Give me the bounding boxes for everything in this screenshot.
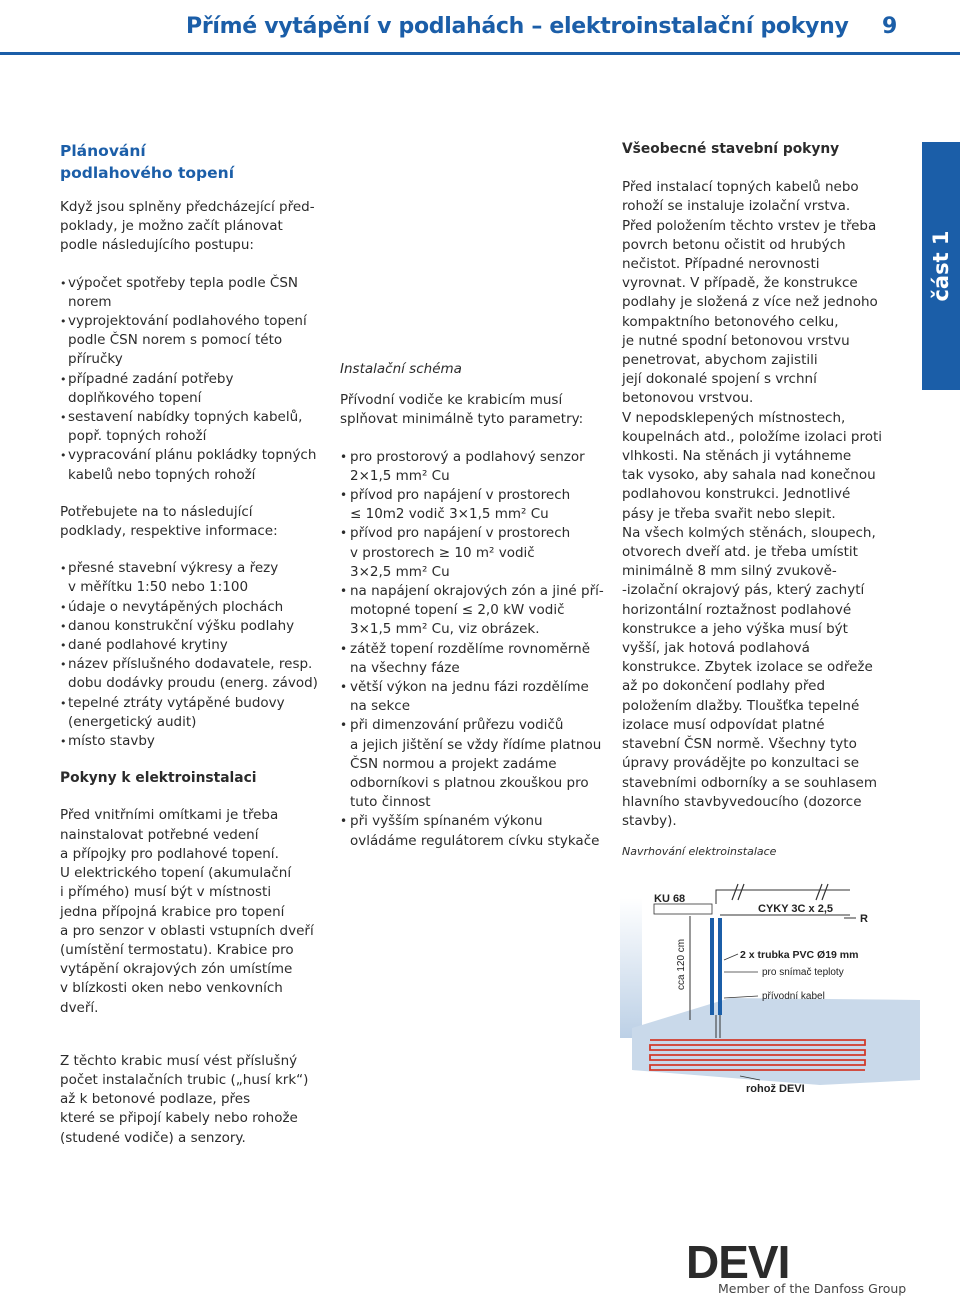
construction-text-line: stavební ČSN normě. Všechny tyto <box>622 736 857 753</box>
figure-caption: Navrhování elektroinstalace <box>622 845 777 859</box>
needs-item-line: dané podlahové krytiny <box>68 637 228 654</box>
planning-step-line: případné zadání potřeby <box>68 370 234 387</box>
wall-left <box>620 898 642 1038</box>
construction-text-line: její dokonalé spojení s vrchní <box>622 371 817 388</box>
planning-intro-line: podle následujícího postupu: <box>60 237 254 254</box>
needs-item <box>60 598 335 617</box>
planning-heading-line1: Plánování <box>60 142 146 160</box>
needs-item <box>60 732 335 751</box>
electro-text-line: jedna přípojná krabice pro topení <box>60 903 285 920</box>
electro-text-line: (umístění termostatu). Krabice pro <box>60 941 294 958</box>
needs-intro-line: podklady, respektive informace: <box>60 523 278 540</box>
sensor-label: pro snímač teploty <box>762 967 844 978</box>
electro-text-line: U elektrického topení (akumulační <box>60 865 292 882</box>
construction-text-line: povrch betonu očistit od hrubých <box>622 236 846 253</box>
planning-step-line: kabelů nebo topných rohoží <box>68 466 256 483</box>
construction-text <box>622 178 914 831</box>
construction-text-line: Na všech kolmých stěnách, sloupech, <box>622 524 876 541</box>
boxes-text-line: až k betonové podlaze, přes <box>60 1091 251 1108</box>
page-title: Přímé vytápění v podlahách – elektroinstalační pokyny <box>186 14 849 39</box>
planning-heading-line2: podlahového topení <box>60 164 235 182</box>
needs-item-line: tepelné ztráty vytápěné budovy <box>68 694 285 711</box>
construction-text-line: izolace musí odpovídat platné <box>622 716 825 733</box>
construction-text-line: až po dokončení podlahy před <box>622 678 826 695</box>
needs-item-line: danou konstrukční výšku podlahy <box>68 617 295 634</box>
mat-label: rohož DEVI <box>746 1083 805 1095</box>
installation-item-line: větší výkon na jednu fázi rozdělíme <box>350 679 589 696</box>
construction-text-line: úpravy provádějte po konzultaci se <box>622 755 860 772</box>
construction-text-line: pásy je třeba svařit nebo slepit. <box>622 505 836 522</box>
construction-text-line: stavby). <box>622 812 677 829</box>
logo-tagline: Member of the Danfoss Group <box>718 1281 907 1296</box>
construction-text-line: otvorech dveří atd. je třeba umístit <box>622 544 858 561</box>
construction-text-line: -izolační okrajový pás, který zachytí <box>622 582 865 599</box>
planning-step-line: podle ČSN norem s pomocí této <box>68 332 283 349</box>
planning-step-line: příručky <box>68 351 123 368</box>
construction-text-line: konstrukce a jeho výška musí být <box>622 620 848 637</box>
junction-box <box>654 904 712 914</box>
installation-intro <box>340 391 610 429</box>
r-label: R <box>860 913 868 925</box>
planning-step <box>60 446 335 484</box>
ku-label: KU 68 <box>654 893 686 905</box>
planning-heading <box>60 140 335 184</box>
installation-intro-line: Přívodní vodiče ke krabicím musí <box>340 392 563 409</box>
construction-text-line: konstrukce. Zbytek izolace se odřeže <box>622 659 873 676</box>
construction-text-line: vyšší, jak hotová podlahová <box>622 640 810 657</box>
planning-step-line: norem <box>68 293 112 310</box>
construction-text-line: podlahovou konstrukci. Jednotlivé <box>622 486 851 503</box>
electro-text-line: i přímého) musí být v místnosti <box>60 884 272 901</box>
needs-item-line: místo stavby <box>68 733 155 750</box>
installation-item-line: 3×2,5 mm² Cu <box>350 563 450 580</box>
needs-item-line: přesné stavební výkresy a řezy <box>68 560 279 577</box>
electro-text-line: Před vnitřními omítkami je třeba <box>60 807 279 824</box>
construction-text-line: nečistot. Případné nerovnosti <box>622 256 820 273</box>
construction-text-line: položením dlažby. Tloušťka tepelné <box>622 697 860 714</box>
construction-heading: Všeobecné stavební pokyny <box>622 141 840 157</box>
construction-text-line: hlavního stavbyvedoucího (dozorce <box>622 793 862 810</box>
installation-item-line: na napájení okrajových zón a jiné pří- <box>350 583 604 600</box>
boxes-text-line: počet instalačních trubic („husí krk“) <box>60 1071 309 1088</box>
installation-item-line: ≤ 10m2 vodič 3×1,5 mm² Cu <box>350 506 549 523</box>
construction-text-line: penetrovat, abychom zajistili <box>622 352 818 369</box>
electro-text-line: vytápění okrajových zón umístíme <box>60 961 293 978</box>
needs-list <box>60 559 335 751</box>
installation-item-line: při dimenzování průřezu vodičů <box>350 717 564 734</box>
construction-text-line: Před položením těchto vrstev je třeba <box>622 217 877 234</box>
installation-diagram <box>620 880 920 1095</box>
installation-item-line: pro prostorový a podlahový senzor <box>350 448 585 465</box>
supply-label: přívodní kabel <box>762 991 825 1002</box>
installation-item-line: přívod pro napájení v prostorech <box>350 487 571 504</box>
installation-item <box>340 486 610 524</box>
installation-item <box>340 640 610 678</box>
installation-item-line: v prostorech ≥ 10 m² vodič <box>350 544 535 561</box>
construction-text-line: vyrovnat. V případě, že konstrukce <box>622 275 858 292</box>
needs-item-line: název příslušného dodavatele, resp. <box>68 656 313 673</box>
planning-step-line: sestavení nabídky topných kabelů, <box>68 409 303 426</box>
installation-item-line: motopné topení ≤ 2,0 kW vodič <box>350 602 565 619</box>
boxes-text-line: Z těchto krabic musí vést příslušný <box>60 1052 298 1069</box>
installation-intro-line: splňovat minimálně tyto parametry: <box>340 411 584 428</box>
planning-step-line: výpočet spotřeby tepla podle ČSN <box>68 274 299 291</box>
planning-step <box>60 274 335 312</box>
construction-text-line: rohoží se instaluje izolační vrstva. <box>622 198 851 215</box>
needs-item <box>60 636 335 655</box>
construction-text-line: koupelnách atd., položíme izolaci proti <box>622 428 883 445</box>
page-header <box>0 0 960 52</box>
section-tab <box>922 142 960 390</box>
electro-text-line: dveří. <box>60 999 99 1016</box>
installation-item <box>340 524 610 582</box>
needs-item-line: v měřítku 1:50 nebo 1:100 <box>68 579 249 596</box>
logo-brand: DEVI <box>686 1238 790 1288</box>
installation-heading: Instalační schéma <box>340 361 462 377</box>
construction-text-line: podlahy je složená z více než jednoho <box>622 294 878 311</box>
planning-step-line: vypracování plánu pokládky topných <box>68 447 317 464</box>
construction-text-line: stavebními odborníky a se souhlasem <box>622 774 877 791</box>
needs-intro-line: Potřebujete na to následující <box>60 503 253 520</box>
needs-item-line: (energetický audit) <box>68 713 197 730</box>
installation-item <box>340 716 610 812</box>
installation-item-line: 2×1,5 mm² Cu <box>350 467 450 484</box>
planning-step <box>60 408 335 446</box>
construction-text-line: je nutné spodní betonovou vrstvu <box>622 332 850 349</box>
planning-steps-list <box>60 274 335 485</box>
page-number: 9 <box>882 14 898 39</box>
needs-item <box>60 617 335 636</box>
needs-item-line: údaje o nevytápěných plochách <box>68 598 284 615</box>
construction-column <box>622 140 914 859</box>
installation-item-line: tuto činnost <box>350 794 431 811</box>
installation-item-line: přívod pro napájení v prostorech <box>350 525 571 542</box>
construction-text-line: minimálně 8 mm silný zvukově- <box>622 563 837 580</box>
installation-item-line: na všechny fáze <box>350 659 460 676</box>
installation-item <box>340 582 610 640</box>
needs-item <box>60 694 335 732</box>
installation-item <box>340 448 610 486</box>
installation-item-line: ovládáme regulátorem cívku stykače <box>350 832 600 849</box>
needs-item <box>60 559 335 597</box>
installation-item-line: při vyšším spínaném výkonu <box>350 813 543 830</box>
construction-text-line: tak vysoko, aby sahala nad konečnou <box>622 467 876 484</box>
installation-item-line: zátěž topení rozdělíme rovnoměrně <box>350 640 591 657</box>
planning-intro-line: Když jsou splněny předcházející před- <box>60 199 315 215</box>
planning-step-line: doplňkového topení <box>68 389 202 406</box>
planning-step-line: popř. topných rohoží <box>68 428 207 445</box>
electro-text-line: a pro senzor v oblasti vstupních dveří <box>60 922 314 939</box>
construction-text-line: V nepodsklepených místnostech, <box>622 409 846 426</box>
installation-item <box>340 812 610 850</box>
boxes-text-line: které se připojí kabely nebo rohože <box>60 1110 298 1127</box>
installation-item-line: ČSN normou a projekt zadáme <box>350 755 557 772</box>
planning-column <box>60 140 335 1148</box>
electro-heading: Pokyny k elektroinstalaci <box>60 770 257 787</box>
installation-column <box>340 360 610 851</box>
section-tab-label: část 1 <box>929 230 953 302</box>
construction-text-line: horizontální roztažnost podlahové <box>622 601 852 618</box>
header-rule <box>0 52 960 55</box>
installation-list <box>340 448 610 851</box>
electro-text-line: v blízkosti oken nebo venkovních <box>60 980 283 997</box>
planning-step <box>60 370 335 408</box>
boxes-text <box>60 1052 335 1148</box>
electro-text <box>60 806 335 1017</box>
cable-label: CYKY 3C x 2,5 <box>758 903 834 915</box>
installation-item-line: na sekce <box>350 698 411 715</box>
installation-item-line: odborníkovi s platnou zkouškou pro <box>350 775 589 792</box>
electro-text-line: nainstalovat potřebné vedení <box>60 826 259 843</box>
height-label: cca 120 cm <box>676 938 687 990</box>
installation-item-line: a jejich jištění se vždy řídíme platnou <box>350 736 602 753</box>
needs-item <box>60 655 335 693</box>
planning-step <box>60 312 335 370</box>
construction-text-line: betonovou vrstvou. <box>622 390 754 407</box>
installation-item <box>340 678 610 716</box>
needs-intro <box>60 503 335 541</box>
planning-step-line: vyprojektování podlahového topení <box>68 313 307 330</box>
construction-text-line: kompaktního betonového celku, <box>622 313 839 330</box>
electro-text-line: a přípojky pro podlahové topení. <box>60 845 279 862</box>
needs-item-line: dobu dodávky proudu (energ. závod) <box>68 675 318 692</box>
planning-intro-line: poklady, je možno začít plánovat <box>60 218 283 235</box>
tube-label: 2 x trubka PVC Ø19 mm <box>740 949 859 961</box>
planning-intro <box>60 198 335 256</box>
construction-text-line: Před instalací topných kabelů nebo <box>622 179 859 196</box>
installation-item-line: 3×1,5 mm² Cu, viz obrázek. <box>350 621 540 638</box>
boxes-text-line: (studené vodiče) a senzory. <box>60 1129 246 1146</box>
construction-text-line: vlhkosti. Na stěnách ji vytáhneme <box>622 448 852 465</box>
